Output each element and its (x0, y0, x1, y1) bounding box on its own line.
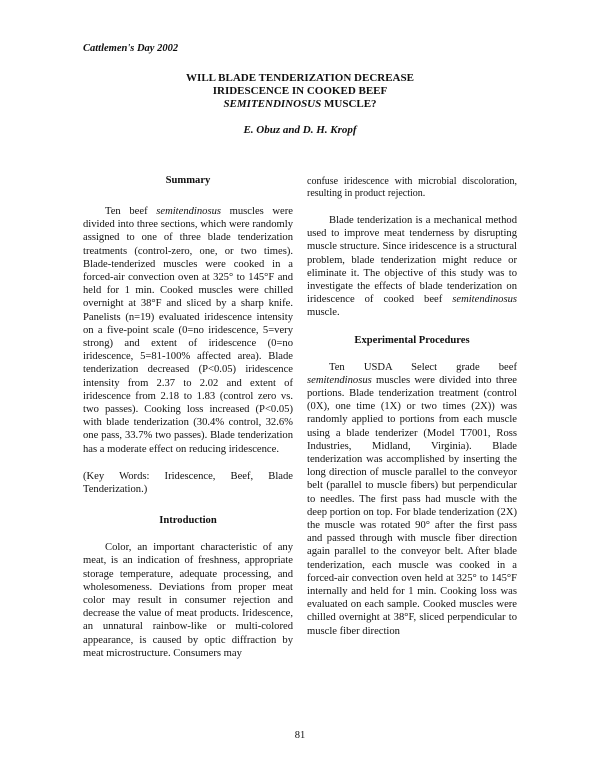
introduction-paragraph-1: Color, an important characteristic of any meat, is an indication of freshness, appropriate storage temperature, adequate processing, and wholesomeness. Deviations from proper meat color may result in consumer rejection and decrease the value of meat products. Iridescence, an unnatural rainbow-like or multi-colored appearance, is caused by optic diffraction by meat microstructure. Consumers may (83, 542, 293, 659)
intro-p2-term: semitendinosus (452, 294, 517, 306)
summary-term: semitendinosus (156, 206, 221, 217)
title-line-3-rest: MUSCLE? (321, 98, 377, 110)
title-line-3 (83, 98, 517, 111)
summary-text-a: Ten beef (105, 206, 157, 217)
procedures-heading: Experimental Procedures (354, 334, 470, 346)
left-column (83, 174, 293, 660)
summary-text-b: muscles were divided into three sections, which were randomly assigned to one of three blade tenderization treatments (control-zero, one, or two times). Blade-tenderized muscles were cooked in a forced-air convection oven at 325° to 145°F and held for 1 min. Cooked muscles were chilled overnight at 38°F and sliced by a sharp knife. Panelists (n=19) evaluated iridescence intensity on a five-point scale (0=no iridescence, 5=very strong) and extent of iridescence (0=no iridescence, 5=81-100% affected area). Blade tenderization decreased (P<0.05) iridescence intensity from 2.37 to 2.02 and extent of iridescence from 2.18 to 1.83 (control zero vs. two passes). Cooking loss increased (P<0.05) with blade tenderization (30.4% control, 32.6% one pass, 33.7% two passes). Blade tenderization has a moderate effect on reducing iridescence. (83, 206, 293, 455)
proc-text-a: Ten USDA Select grade beef (329, 361, 517, 373)
authors: E. Obuz and D. H. Kropf (243, 124, 357, 136)
intro-p2-text-a: Blade tenderization is a mechanical method used to improve meat tenderness by disrupting muscle structure. Since iridescence is a structural problem, blade tenderization might reduce or eliminate it. The objective of this study was to investigate the effects of blade tenderization on iridescence of cooked beef (307, 215, 517, 306)
journal-header: Cattlemen's Day 2002 (83, 43, 179, 54)
right-column (307, 176, 517, 638)
proc-term: semitendinosus (307, 374, 372, 386)
paper-title (83, 72, 517, 111)
title-species-term: SEMITENDINOSUS (223, 98, 322, 110)
proc-text-b: muscles were divided into three portions. Blade tenderization treatment (control (0X), one time (1X) or two times (2X)) was randomly applied to portions from each muscle using a blade tenderizer (Model T7001, Ross Industries, Midland, Virginia). Blade tenderization was accomplished by inserting the long direction of muscle parallel to the conveyor belt (parallel to muscle fibers) but perpendicular to needles. The first pass had muscle with the deep portion on top. For blade tenderization (2X) the muscle was rotated 90° after the first pass and passed through with muscle fiber direction again parallel to the conveyor belt. After blade tenderization, each muscle was cooked in a forced-air convection oven held at 325° to 145°F internally and held for 1 min. Cooking loss was evaluated on each sample. Cooked muscles were chilled overnight at 38°F, sliced perpendicular to muscle fiber direction (307, 374, 517, 637)
page-number: 81 (294, 730, 306, 741)
introduction-paragraph-1-continued: confuse iridescence with microbial discoloration, resulting in product rejection. (307, 176, 517, 199)
title-line-2: IRIDESCENCE IN COOKED BEEF (212, 85, 388, 97)
key-words: (Key Words: Iridescence, Beef, Blade Tenderization.) (83, 470, 293, 496)
summary-paragraph (83, 205, 293, 456)
procedures-paragraph (307, 361, 517, 638)
intro-p2-text-b: muscle. (307, 307, 340, 319)
summary-heading: Summary (165, 175, 211, 186)
title-line-1: WILL BLADE TENDERIZATION DECREASE (186, 72, 414, 84)
introduction-heading: Introduction (159, 515, 217, 527)
introduction-paragraph-2 (307, 214, 517, 320)
